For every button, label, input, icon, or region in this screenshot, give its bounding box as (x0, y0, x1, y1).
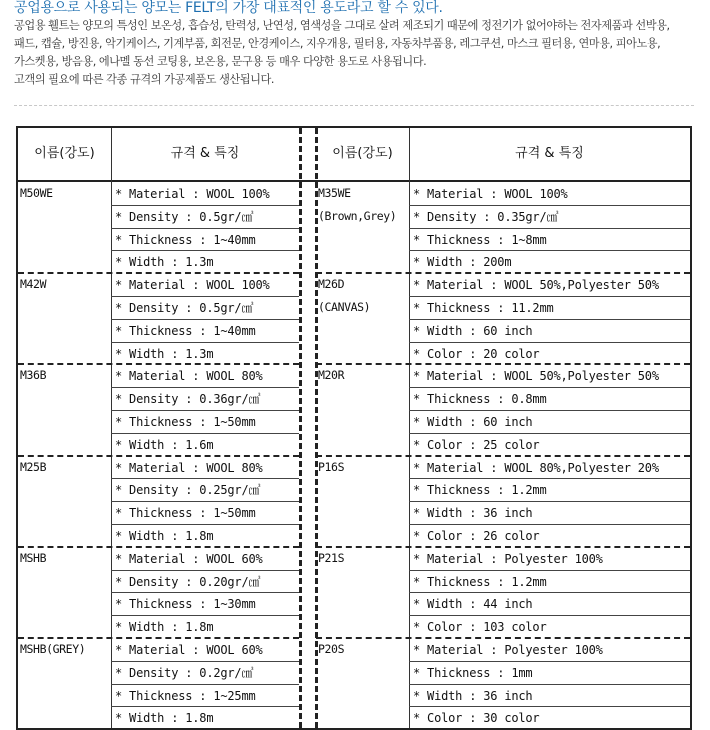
spec-line: * Thickness : 1~50mm (115, 506, 256, 521)
row-divider (409, 706, 690, 707)
group-divider (18, 363, 299, 365)
spec-line: * Color : 30 color (413, 711, 540, 726)
model-name: M50WE (20, 186, 53, 200)
spec-line: * Thickness : 1~40mm (115, 232, 256, 247)
spec-line: * Color : 25 color (413, 437, 540, 452)
row-divider (111, 501, 299, 502)
spec-line: * Thickness : 1~25mm (115, 688, 256, 703)
page-headline: 공업용으로 사용되는 양모는 FELT의 가장 대표적인 용도라고 할 수 있다. (14, 0, 443, 16)
row-divider (409, 387, 690, 388)
spec-line: * Width : 36 inch (413, 506, 533, 521)
row-divider (409, 433, 690, 434)
spec-line: * Density : 0.36gr/㎤ (115, 392, 261, 407)
row-divider (409, 615, 690, 616)
spec-line: * Density : 0.35gr/㎤ (413, 209, 559, 224)
group-divider (316, 455, 690, 457)
spec-line: * Material : WOOL 100% (413, 187, 568, 201)
row-divider (111, 661, 299, 662)
spec-line: * Color : 20 color (413, 346, 540, 361)
model-name: M25B (20, 459, 47, 474)
model-name: (Brown,Grey) (318, 208, 397, 223)
row-divider (111, 205, 299, 206)
group-divider (316, 363, 690, 365)
model-name: MSHB(GREY) (20, 642, 86, 656)
spec-line: * Width : 1.3m (115, 255, 214, 270)
row-divider (111, 706, 299, 707)
spec-line: * Material : WOOL 80% (115, 460, 263, 475)
row-divider (409, 570, 690, 571)
row-divider (111, 410, 299, 411)
group-divider (316, 546, 690, 548)
group-divider (316, 637, 690, 639)
row-divider (409, 319, 690, 320)
spec-line: * Material : WOOL 50%,Polyester 50% (413, 369, 659, 384)
row-divider (409, 228, 690, 229)
spec-line: * Material : WOOL 60% (115, 551, 263, 566)
group-divider (18, 637, 299, 639)
row-divider (409, 296, 690, 297)
header-name-left: 이름(강도) (34, 146, 95, 161)
spec-line: * Density : 0.5gr/㎤ (115, 301, 254, 315)
spec-line: * Width : 60 inch (413, 323, 533, 338)
row-divider (111, 319, 299, 320)
group-divider (316, 272, 690, 274)
spec-line: * Width : 44 inch (413, 597, 533, 612)
spec-line: * Thickness : 1~30mm (115, 597, 256, 612)
model-name: M26D (318, 277, 345, 292)
spec-line: * Material : WOOL 80% (115, 369, 263, 384)
row-divider (111, 684, 299, 685)
model-name: MSHB (20, 550, 47, 565)
row-divider (111, 570, 299, 571)
model-name: (CANVAS) (318, 300, 371, 314)
description-line: 고객의 필요에 따른 각종 규격의 가공제품도 생산됩니다. (14, 73, 274, 86)
row-divider (409, 478, 690, 479)
spec-line: * Color : 103 color (413, 620, 547, 635)
spec-line: * Width : 1.3m (115, 346, 214, 361)
row-divider (111, 592, 299, 593)
row-divider (409, 501, 690, 502)
description (14, 17, 704, 89)
spec-line: * Thickness : 11.2mm (413, 301, 554, 315)
spec-line: * Width : 1.6m (115, 437, 214, 452)
spec-line: * Material : WOOL 50%,Polyester 50% (413, 278, 659, 293)
section-divider (14, 105, 694, 106)
spec-line: * Thickness : 1mm (413, 665, 533, 680)
header-spec-left: 규격 & 특징 (170, 146, 240, 161)
description-line: 패드, 캡슐, 방진용, 악기케이스, 기계부품, 회전문, 안경케이스, 지우개용, 필터용, 자동차부품용, 레그쿠션, 마스크 필터용, 연마용, 피아노용, (14, 37, 661, 50)
row-divider (409, 661, 690, 662)
spec-line: * Thickness : 1.2mm (413, 574, 547, 589)
spec-line: * Density : 0.20gr/㎤ (115, 574, 261, 589)
spec-line: * Thickness : 1.2mm (413, 483, 547, 498)
spec-line: * Material : WOOL 100% (115, 187, 270, 201)
row-divider (111, 228, 299, 229)
spec-line: * Width : 200m (413, 255, 512, 270)
row-divider (111, 478, 299, 479)
row-divider (409, 410, 690, 411)
row-divider (111, 250, 299, 251)
model-name: M35WE (318, 186, 351, 200)
spec-line: * Material : Polyester 100% (413, 551, 603, 566)
center-dashed-separator (299, 128, 302, 728)
row-divider (409, 684, 690, 685)
row-divider (111, 433, 299, 434)
row-divider (409, 524, 690, 525)
spec-line: * Thickness : 1~40mm (115, 323, 256, 338)
row-divider (409, 250, 690, 251)
row-divider (111, 387, 299, 388)
row-divider (409, 592, 690, 593)
spec-line: * Material : WOOL 60% (115, 643, 263, 657)
spec-line: * Width : 1.8m (115, 711, 214, 726)
spec-line: * Width : 1.8m (115, 529, 214, 543)
spec-line: * Width : 1.8m (115, 620, 214, 635)
description-line: 가스켓용, 방음용, 에나멜 동선 코팅용, 보온용, 문구용 등 매우 다양한 용도로 사용됩니다. (14, 55, 427, 68)
table-header (18, 128, 690, 182)
model-name: M42W (20, 277, 47, 292)
row-divider (409, 205, 690, 206)
spec-line: * Thickness : 1~8mm (413, 232, 547, 247)
spec-line: * Material : WOOL 100% (115, 278, 270, 293)
header-spec-right: 규격 & 특징 (515, 146, 584, 161)
model-name: M36B (20, 368, 47, 383)
description-line: 공업용 휄트는 양모의 특성인 보온성, 흡습성, 탄력성, 난연성, 염색성을 그대로 살려 제조되기 때문에 정전기가 없어야하는 전자제품과 선박용, (14, 19, 670, 32)
spec-line: * Color : 26 color (413, 529, 540, 543)
model-name: P21S (318, 550, 345, 565)
spec-line: * Density : 0.5gr/㎤ (115, 209, 254, 224)
spec-line: * Material : WOOL 80%,Polyester 20% (413, 460, 659, 475)
model-name: P16S (318, 459, 345, 474)
model-name: M20R (318, 368, 345, 383)
row-divider (111, 615, 299, 616)
header-name-right: 이름(강도) (332, 146, 393, 161)
row-divider (111, 342, 299, 343)
spec-line: * Width : 36 inch (413, 688, 533, 703)
group-divider (18, 272, 299, 274)
model-name: P20S (318, 642, 345, 656)
group-divider (18, 546, 299, 548)
row-divider (409, 342, 690, 343)
row-divider (111, 296, 299, 297)
group-divider (18, 455, 299, 457)
row-divider (111, 524, 299, 525)
spec-line: * Density : 0.25gr/㎤ (115, 483, 261, 498)
spec-line: * Thickness : 1~50mm (115, 415, 256, 429)
felt-spec-table (16, 126, 692, 730)
spec-line: * Density : 0.2gr/㎤ (115, 665, 254, 680)
spec-line: * Width : 60 inch (413, 415, 533, 429)
spec-line: * Material : Polyester 100% (413, 643, 603, 657)
spec-line: * Thickness : 0.8mm (413, 392, 547, 407)
